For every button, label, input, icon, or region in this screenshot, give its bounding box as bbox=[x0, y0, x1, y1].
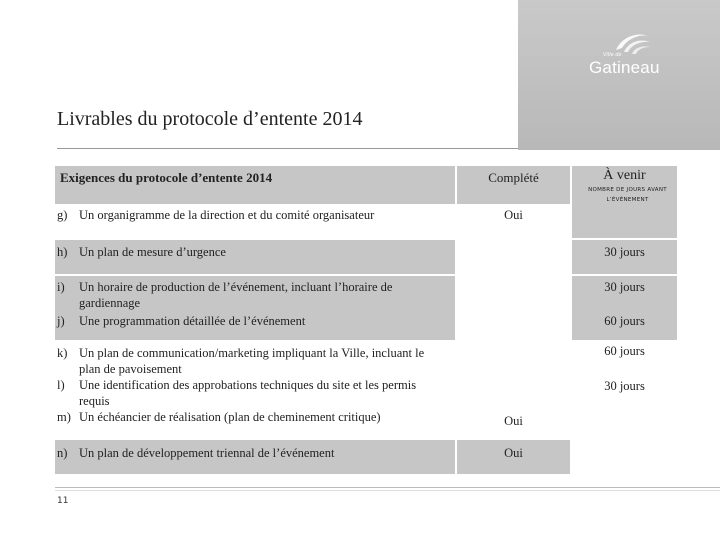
list-item: g) Un organigramme de la direction et du comité organisateur bbox=[57, 208, 375, 222]
page-number: 11 bbox=[57, 496, 69, 506]
list-item: m) Un échéancier de réalisation (plan de cheminement critique) bbox=[57, 410, 381, 424]
logo-small-text: Ville de bbox=[603, 52, 622, 58]
completed-value: Oui bbox=[504, 446, 523, 460]
footer-divider-secondary bbox=[55, 490, 720, 491]
upcoming-value: 60 jours bbox=[604, 314, 645, 328]
list-item: h) Un plan de mesure d’urgence bbox=[57, 245, 226, 259]
table-row bbox=[55, 276, 677, 340]
header-upcoming bbox=[572, 166, 677, 204]
upcoming-value: 30 jours bbox=[604, 280, 645, 294]
list-item: l) Une identification des approbations techniques du site et les permis requis bbox=[57, 378, 417, 408]
completed-value: Oui bbox=[504, 208, 523, 222]
table-row bbox=[55, 204, 677, 238]
table-header-row bbox=[55, 166, 677, 204]
table-row bbox=[55, 240, 677, 274]
page-title: Livrables du protocole d’entente 2014 bbox=[57, 108, 363, 130]
header-requirements: Exigences du protocole d’entente 2014 bbox=[55, 166, 455, 204]
logo-name: Gatineau bbox=[589, 58, 660, 77]
table-row bbox=[55, 342, 677, 438]
header-completed: Complété bbox=[457, 166, 570, 204]
footer-divider bbox=[55, 487, 720, 488]
table-row bbox=[55, 440, 677, 474]
list-item: k) Un plan de communication/marketing impliquant la Ville, incluant le plan de pavoisement bbox=[57, 346, 425, 376]
list-item: j) Une programmation détaillée de l’événement bbox=[57, 314, 306, 328]
deliverables-table bbox=[55, 166, 677, 474]
list-item: n) Un plan de développement triennal de l’événement bbox=[57, 446, 335, 460]
completed-value: Oui bbox=[504, 414, 523, 428]
header-upcoming-sub: NOMBRE DE JOURS AVANT L’ÉVÉNEMENT bbox=[588, 187, 667, 203]
upcoming-value: 30 jours bbox=[604, 245, 645, 259]
upcoming-value: 30 jours bbox=[604, 379, 645, 393]
upcoming-value: 60 jours bbox=[604, 344, 645, 358]
list-item: i) Un horaire de production de l’événement, incluant l’horaire de gardiennage bbox=[57, 280, 393, 310]
header-upcoming-label: À venir bbox=[603, 168, 646, 183]
title-divider bbox=[57, 148, 518, 149]
